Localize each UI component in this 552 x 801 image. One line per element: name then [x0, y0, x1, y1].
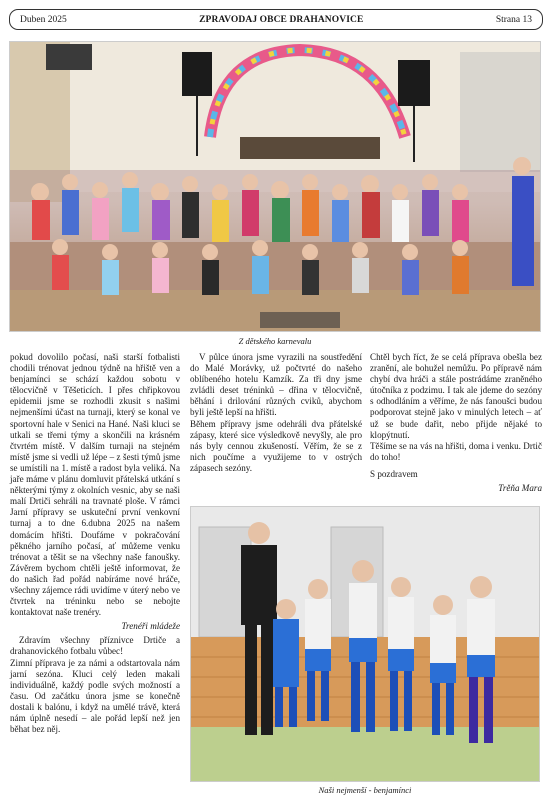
paragraph: Těšíme se na vás na hřišti, doma i venku. Drtič do toho!	[370, 440, 542, 462]
signature: Trenéři mládeže	[121, 621, 180, 632]
paragraph: Během přípravy jsme odehráli dva přátelské zápasy, které sice výsledkově nevyšly, ale pro nás byly cennou zkušeností. Věřím, že se z nich poučíme a využijeme to v ostrých zápasech sezóny.	[190, 418, 362, 473]
team-photo-illustration	[191, 507, 540, 782]
paragraph: Zdravím všechny příznivce Drtiče a drahanovického fotbalu vůbec!	[10, 635, 180, 657]
team-photo	[190, 506, 540, 782]
article-column-2	[190, 352, 362, 474]
newsletter-title: ZPRAVODAJ OBCE DRAHANOVICE	[199, 14, 364, 25]
issue-date: Duben 2025	[20, 14, 67, 25]
paragraph: V půlce února jsme vyrazili na soustředění do Malé Morávky, už počtvrté do našeho oblíbeného hotelu Kamzík. Za tři dny jsme zvládli deset tréninků – dřina v tělocvičně, běhání i drilování různých cviků, abychom byli ještě lepší na hřišti.	[190, 352, 362, 418]
signature: Trěňa Mara	[498, 483, 542, 494]
crowd	[10, 157, 541, 295]
paragraph: pokud dovolilo počasí, naši starší fotbalisti chodili trénovat jednou týdně na hřiště ven a benjamínci se schází každou sobotu v tělocvičně v Těšeticích. I přes chřipkovou epidemii jsme se rozhodli zkusit s našimi nejmenšími účast na turnaji, který se konal ve sportovní hale v Senici na Hané. Naši kluci se utkali se třemi týmy a skončili na krásném čtvrtém místě. V dalším turnaji na stejném místě jsme si vedli už lépe – z šesti týmů jsme se umístili na 1. místě a radost byla veliká. Na jaře máme v plánu domluvit přátelská utkání s některými týmy z okolních vesnic, aby se naši malí Drtiči sehráli na travnaté ploše. V rámci Jarní přípravy se uskuteční první venkovní turnaj a to dne 6.dubna 2025 na našem domácím hřišti. Doufáme v pokračování pěkného jarního počasí, ať můžeme venku trénovat a těšit se na všechny naše fanoušky. Závěrem bychom chtěli ještě informovat, že do našich řad pořád nabíráme nové hráče, všechny zájemce rádi uvidíme v úterý nebo ve čtvrtek na tréninku nebo se nebojte kontaktovat naše trenéry.	[10, 352, 180, 618]
team-photo-caption: Naši nejmenší - benjamínci	[318, 785, 412, 795]
paragraph: Chtěl bych říct, že se celá příprava obešla bez zranění, ale bohužel nemůžu. Po přípravě nám chybí dva hráči a stále postrádáme zraněného útočníka z podzimu. I tak ale jdeme do sezóny s odhodláním a věříme, že nás fanoušci budou podporovat stejně jako v minulých letech – ať už se bude dařit, nebo přijde nějaké to klopýtnutí.	[370, 352, 542, 440]
carnival-photo-caption: Z dětského karnevalu	[238, 336, 312, 346]
projector	[46, 44, 92, 70]
page-header	[9, 9, 543, 30]
paragraph: Zimní příprava je za námi a odstartovala nám jarní sezóna. Kluci celý leden makali individuálně, každý podle svých možností a času. Od začátku února jsme se konečně dostali k balónu, i když na umělé trávě, která nám úplně nesedí – ale pořád lepší než jen běhat bez něj.	[10, 657, 180, 735]
page-number: Strana 13	[495, 14, 532, 25]
carnival-photo-illustration	[10, 42, 541, 332]
closing-greeting: S pozdravem	[370, 468, 418, 479]
speaker-right	[398, 60, 430, 106]
article-column-3	[370, 352, 542, 497]
speaker-left	[182, 52, 212, 96]
carnival-photo	[9, 41, 541, 332]
article-column-1	[10, 352, 180, 735]
